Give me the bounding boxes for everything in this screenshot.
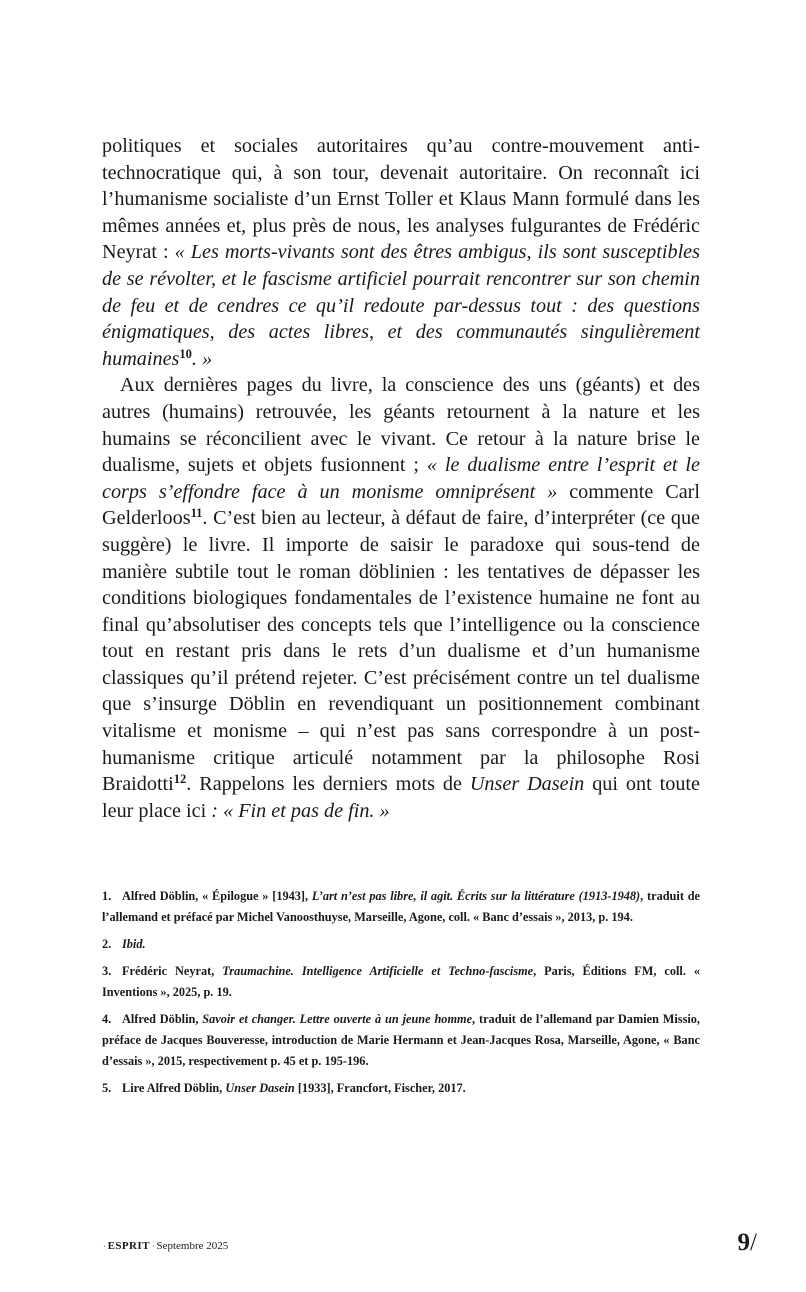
footnote-ref-11[interactable]: 11 (190, 506, 203, 521)
footnote-text: , traduit de l’allemand par Damien Missio, préface de Jacques Bouveresse, introduction de Marie Hermann et Jean-Jacques Rosa, Marseille, Agone, « Banc d’essais », 2015, respectivement p. 45 et p. 195-196. (102, 1012, 701, 1068)
paragraph-text: . C’est bien au lecteur, à défaut de faire, d’interpréter (ce que suggère) le livre. Il importe de saisir le paradoxe qui sous-tend de manière subtile tout le roman döblinien : les tentatives de dépasser les conditions biologiques fondamentales de l’existence humaine ne font au final qu’absolutiser des concepts tels que l’intelligence ou la conscience tout en restant pris dans le rets d’un dualisme et d’un humanisme classiques qu’il prétend rejeter. C’est précisément contre un tel dualisme que s’insurge Döblin en revendiquant un positionnement combinant vitalisme et monisme – qui n’est pas sans correspondre à un post-humanisme critique articulé notamment par la philosophe Rosi Braidotti (102, 507, 700, 796)
paragraph-text: qui ont toute leur place ici (102, 773, 700, 822)
page-number-value: 9 (737, 1229, 751, 1256)
footnotes (102, 886, 700, 1105)
footnote-1 (102, 886, 700, 928)
footnote-ref-12[interactable]: 12 (173, 772, 187, 787)
footnote-ref-10[interactable]: 10 (179, 346, 192, 361)
footnote-3 (102, 961, 700, 1003)
footnote-title: Unser Dasein (225, 1081, 295, 1095)
footnote-text: Alfred Döblin, « Épilogue » [1943], (122, 889, 312, 903)
footnote-title: L’art n’est pas libre, il agit. Écrits sur la littérature (1913-1948) (311, 889, 641, 903)
running-footer (101, 1240, 228, 1252)
final-quote: « Fin et pas de fin. » (223, 799, 390, 822)
footnote-text: Alfred Döblin, (122, 1012, 203, 1026)
paragraph-text: politiques et sociales autoritaires qu’au contre-mouvement anti-technocratique qui, à son tour, devenait autoritaire. On reconnaît ici l’humanisme socialiste d’un Ernst Toller et Klaus Mann formulé dans les mêmes années et, plus près de nous, les analyses fulgurantes de Frédéric Neyrat : (102, 135, 700, 264)
paragraph-text: Aux dernières pages du livre, la conscience des uns (géants) et des autres (humains) retrouvée, les géants retournent à la nature et les humains se réconcilient avec le vivant. Ce retour à la nature brise le dualisme, sujets et objets fusionnent ; (102, 374, 700, 477)
footnote-text: , Paris, Éditions FM, coll. « Inventions », 2025, p. 19. (102, 964, 701, 999)
footnote-number: 4. (102, 1012, 112, 1026)
journal-name: ESPRIT (107, 1240, 150, 1252)
footnote-text: , traduit de l’allemand et préfacé par Michel Vanoosthuyse, Marseille, Agone, coll. « Banc d’essais », 2013, p. 194. (102, 889, 700, 924)
page-slash: / (750, 1229, 757, 1256)
separator-dot: · (151, 1241, 155, 1251)
footnote-number: 3. (102, 964, 112, 978)
footnote-title: Traumachine. Intelligence Artificielle et Techno-fascisme (222, 964, 534, 978)
article-body (102, 133, 700, 824)
footnote-4 (102, 1009, 700, 1072)
neyrat-quote: « Les morts-vivants sont des êtres ambigus, ils sont susceptibles de se révolter, et le fascisme artificiel pourrait rencontrer sur son chemin de feu et de cendres ce qu’il redoute par-dessus tout : des questions énigmatiques, des actes libres, et des communautés singulièrement humaines (102, 241, 700, 370)
separator-dot: · (103, 1241, 106, 1251)
paragraph-2 (102, 372, 700, 824)
paragraph-text: . Rappelons les derniers mots de (186, 773, 470, 796)
footnote-5 (102, 1078, 700, 1099)
footnote-title: Savoir et changer. Lettre ouverte à un jeune homme (202, 1012, 473, 1026)
footnote-2 (102, 934, 700, 955)
page-number (738, 1229, 757, 1257)
footnote-number: 2. (102, 937, 112, 951)
quote-close: . » (191, 347, 213, 370)
book-title: Unser Dasein (469, 773, 585, 796)
footnote-title: Ibid. (122, 937, 146, 951)
footnote-text: [1933], Francfort, Fischer, 2017. (294, 1081, 466, 1095)
gelderloos-quote: « le dualisme entre l’esprit et le corps s’effondre face à un monisme omniprésent » (102, 454, 700, 503)
colon: : (206, 799, 219, 822)
footnote-text: Frédéric Neyrat, (122, 964, 223, 978)
paragraph-1 (102, 133, 700, 372)
footnote-number: 1. (102, 889, 112, 903)
footnote-number: 5. (102, 1081, 112, 1095)
footnote-text: Lire Alfred Döblin, (122, 1081, 226, 1095)
issue-date: Septembre 2025 (156, 1240, 229, 1252)
paragraph-text: commente Carl Gelderloos (102, 480, 700, 530)
